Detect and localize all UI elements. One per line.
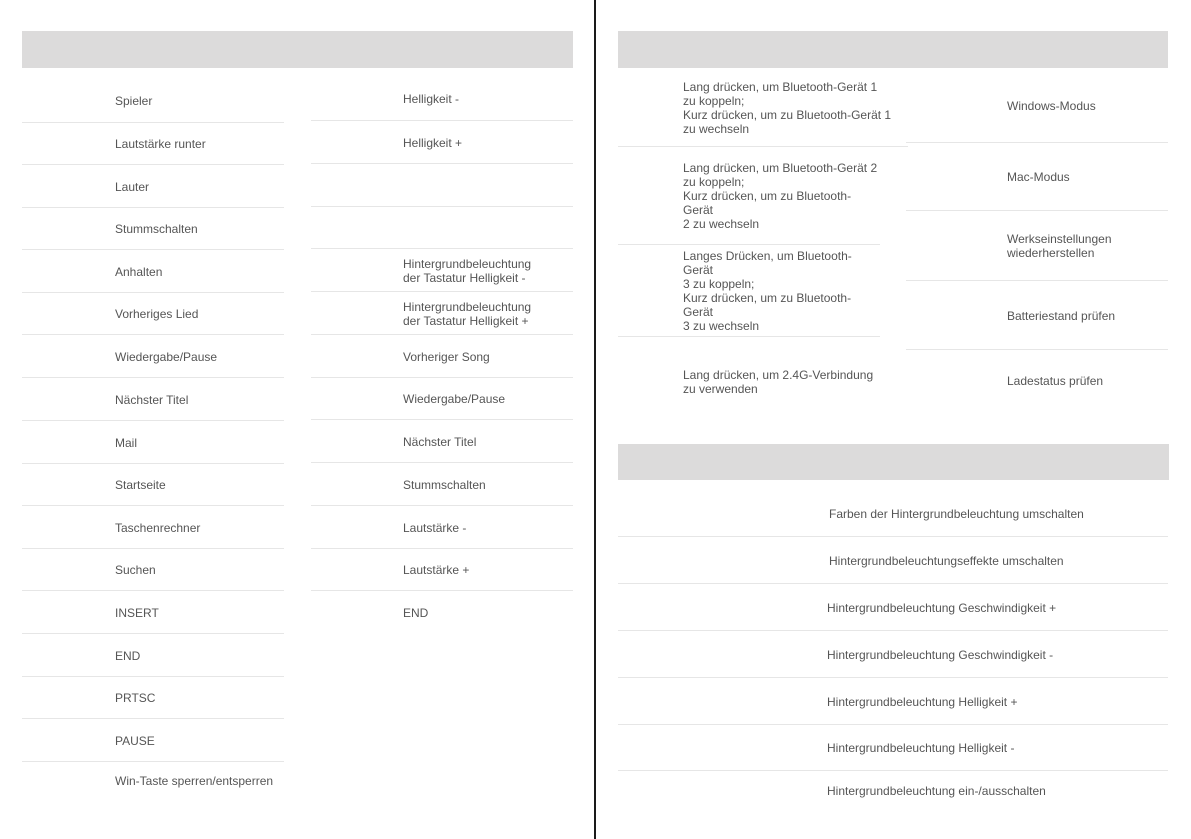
right-top-col1-row: [618, 337, 880, 427]
right-bottom-row: [618, 725, 1168, 771]
left-col2-row: [311, 549, 573, 591]
left-col1-row: [22, 165, 284, 208]
left-table-header-band: [22, 31, 573, 68]
left-col2-row: [311, 335, 573, 378]
left-col2-label: Lautstärke +: [403, 563, 470, 577]
left-col1-label: Nächster Titel: [115, 392, 189, 407]
left-col2-label: Helligkeit -: [403, 91, 460, 106]
left-col1-row: [22, 762, 284, 800]
right-top-col2-row: [906, 211, 1168, 281]
left-col2-label: Helligkeit +: [403, 135, 463, 150]
left-col2-row: [311, 121, 573, 164]
right-top-col1-label: Lang drücken, um Bluetooth-Gerät 1 zu koppeln; Kurz drücken, um zu Bluetooth-Gerät 1 zu wechseln: [683, 79, 892, 136]
right-top-col2-row: [906, 350, 1168, 412]
left-col1-label: Spieler: [115, 93, 153, 108]
right-bottom-label: Hintergrundbeleuchtung Geschwindigkeit -: [827, 647, 1054, 662]
left-col1-row: [22, 677, 284, 719]
right-top-col2-row: [906, 68, 1168, 143]
right-bottom-table-header-band: [618, 444, 1169, 480]
left-col2-row: [311, 591, 573, 634]
left-col2-row: [311, 420, 573, 463]
left-col1-label: Anhalten: [115, 264, 163, 279]
left-col1-label: END: [115, 648, 141, 663]
right-bottom-label: Hintergrundbeleuchtungseffekte umschalten: [829, 553, 1064, 568]
left-col2-row: [311, 463, 573, 506]
right-top-col2-label: Ladestatus prüfen: [1007, 374, 1104, 388]
left-col1-label: Lautstärke runter: [115, 137, 206, 151]
right-top-col2-label: Batteriestand prüfen: [1007, 308, 1116, 323]
right-top-col1-row: [618, 68, 908, 147]
left-col1-row: [22, 506, 284, 549]
left-col1-label: Wiedergabe/Pause: [115, 349, 218, 364]
right-bottom-label: Hintergrundbeleuchtung Helligkeit +: [827, 694, 1018, 709]
right-bottom-row: [618, 584, 1168, 631]
left-col1-label: Suchen: [115, 563, 156, 577]
right-top-col2-label: Windows-Modus: [1007, 98, 1096, 113]
left-col1-label: Taschenrechner: [115, 520, 201, 535]
right-bottom-label: Hintergrundbeleuchtung ein-/ausschalten: [827, 784, 1046, 798]
left-col1-row: [22, 464, 284, 506]
page-divider: [594, 0, 596, 839]
left-col1-row: [22, 549, 284, 591]
left-col2-label: Wiedergabe/Pause: [403, 392, 506, 406]
left-col1-label: Lauter: [115, 179, 150, 194]
left-col1-row: [22, 208, 284, 250]
right-bottom-label: Hintergrundbeleuchtung Geschwindigkeit +: [827, 600, 1057, 615]
left-col2-label: END: [403, 605, 429, 620]
left-col2-label: Hintergrundbeleuchtung der Tastatur Helligkeit +: [403, 299, 532, 328]
left-col2-label: Vorheriger Song: [403, 349, 490, 364]
right-top-col2-row: [906, 281, 1168, 350]
right-top-col2-row: [906, 143, 1168, 211]
right-bottom-row: [618, 631, 1168, 678]
left-col1-label: PAUSE: [115, 733, 155, 748]
right-bottom-row: [618, 771, 1168, 811]
left-col1-row: [22, 78, 284, 123]
left-col2-label: Lautstärke -: [403, 520, 467, 535]
left-col1-row: [22, 591, 284, 634]
left-col2-row: [311, 249, 573, 292]
right-bottom-row: [618, 490, 1168, 537]
left-col2-row: [311, 164, 573, 207]
left-col2-row: [311, 292, 573, 335]
left-col1-label: Win-Taste sperren/entsperren: [115, 774, 274, 788]
right-top-table-header-band: [618, 31, 1168, 68]
right-top-col1-row: [618, 245, 880, 337]
right-top-col2-label: Mac-Modus: [1007, 170, 1070, 184]
left-col1-row: [22, 123, 284, 165]
left-col1-row: [22, 293, 284, 335]
right-top-col2-label: Werkseinstellungen wiederherstellen: [1007, 232, 1112, 260]
left-col1-row: [22, 378, 284, 421]
left-col1-label: PRTSC: [115, 691, 156, 705]
left-col2-label: Hintergrundbeleuchtung der Tastatur Helligkeit -: [403, 256, 532, 285]
left-col2-row: [311, 207, 573, 249]
left-col1-row: [22, 335, 284, 378]
left-col1-row: [22, 250, 284, 293]
right-bottom-row: [618, 537, 1168, 584]
left-col1-label: Stummschalten: [115, 222, 198, 236]
left-col1-label: Startseite: [115, 478, 166, 492]
left-col2-row: [311, 76, 573, 121]
left-col1-row: [22, 719, 284, 762]
right-bottom-label: Farben der Hintergrundbeleuchtung umschalten: [829, 506, 1084, 521]
right-top-col1-label: Lang drücken, um Bluetooth-Gerät 2 zu koppeln; Kurz drücken, um zu Bluetooth-Gerät 2 zu wechseln: [683, 161, 878, 231]
left-col2-row: [311, 378, 573, 420]
left-col2-row: [311, 506, 573, 549]
left-col1-label: Vorheriges Lied: [115, 307, 199, 321]
right-bottom-label: Hintergrundbeleuchtung Helligkeit -: [827, 741, 1015, 755]
left-col2-label: Nächster Titel: [403, 434, 477, 449]
right-top-col1-row: [618, 147, 880, 245]
left-col2-label: Stummschalten: [403, 477, 486, 492]
right-top-col1-label: Lang drücken, um 2.4G-Verbindung zu verwenden: [683, 368, 874, 396]
left-col1-label: INSERT: [115, 605, 159, 620]
left-col1-label: Mail: [115, 435, 138, 450]
left-col1-row: [22, 421, 284, 464]
right-top-col1-label: Langes Drücken, um Bluetooth-Gerät 3 zu koppeln; Kurz drücken, um zu Bluetooth-Gerät 3 zu wechseln: [683, 249, 852, 333]
right-bottom-row: [618, 678, 1168, 725]
left-col1-row: [22, 634, 284, 677]
